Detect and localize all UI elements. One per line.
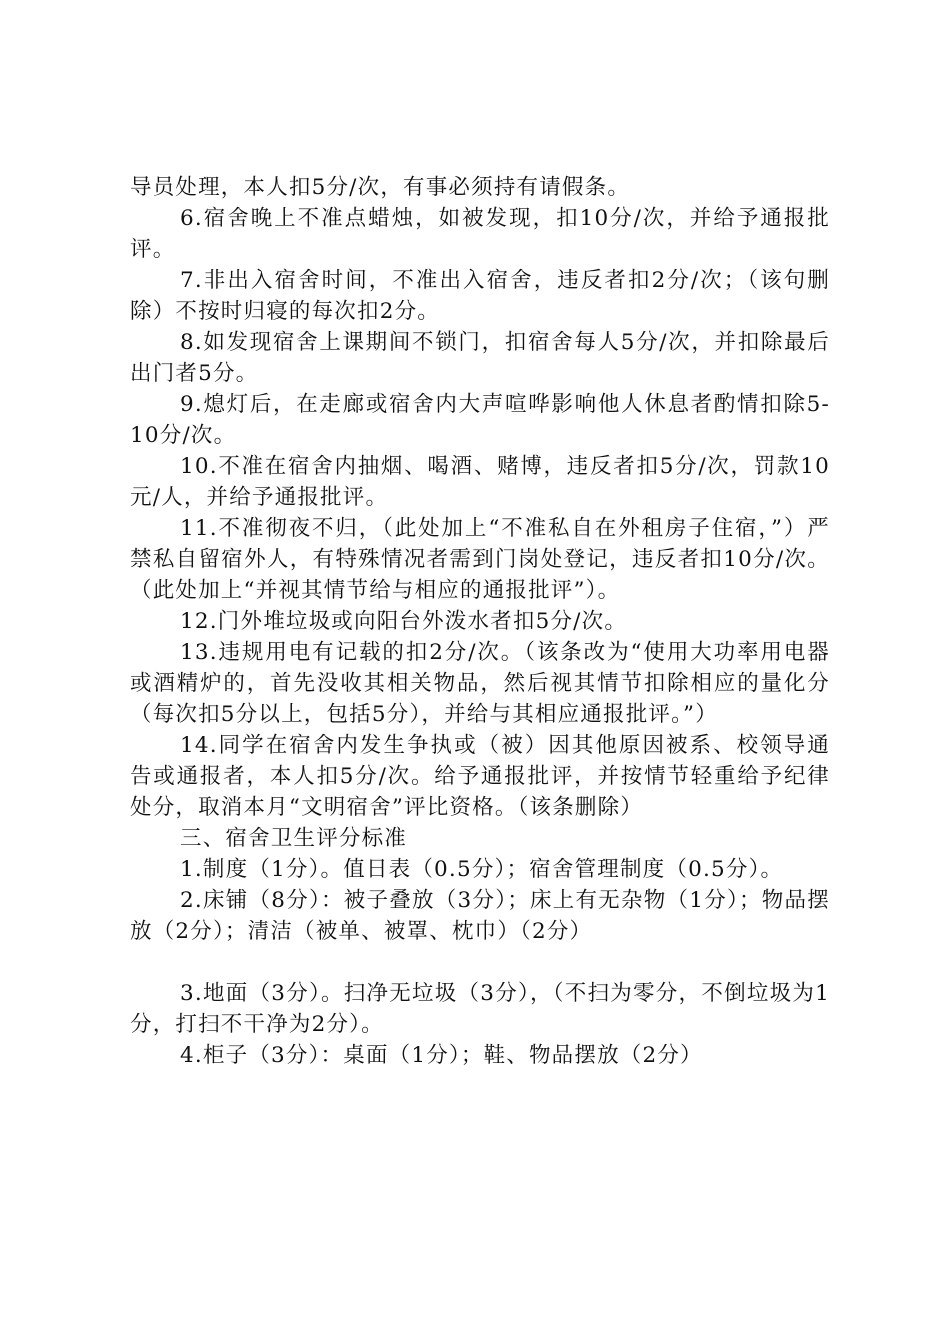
hygiene-item-4: 4.柜子（3分）：桌面（1分）；鞋、物品摆放（2分） — [180, 1043, 703, 1068]
document-body — [130, 172, 830, 1071]
hygiene-item-2: 2.床铺（8分）：被子叠放（3分）；床上有无杂物（1分）；物品摆放（2分）；清洁（被单、被罩、枕巾）（2分） — [130, 888, 830, 944]
paragraph-item-14: 14.同学在宿舍内发生争执或（被）因其他原因被系、校领导通告或通报者，本人扣5分/次。给予通报批评，并按情节轻重给予纪律处分，取消本月“文明宿舍”评比资格。（该条删除） — [130, 733, 830, 820]
paragraph-item-13: 13.违规用电有记载的扣2分/次。（该条改为“使用大功率用电器或酒精炉的，首先没收其相关物品，然后视其情节扣除相应的量化分（每次扣5分以上，包括5分），并给与其相应通报批评。”） — [130, 640, 830, 727]
hygiene-item-1: 1.制度（1分）。值日表（0.5分）；宿舍管理制度（0.5分）。 — [180, 857, 784, 882]
paragraph-item-11: 11.不准彻夜不归，（此处加上“不准私自在外租房子住宿，”）严禁私自留宿外人，有特殊情况者需到门岗处登记，违反者扣10分/次。（此处加上“并视其情节给与相应的通报批评”）。 — [130, 516, 830, 603]
section-heading-hygiene-standards: 三、宿舍卫生评分标准 — [180, 826, 408, 851]
hygiene-item-3: 3.地面（3分）。扫净无垃圾（3分），（不扫为零分，不倒垃圾为1分，打扫不干净为2分）。 — [130, 981, 830, 1037]
paragraph-item-10: 10.不准在宿舍内抽烟、喝酒、赌博，违反者扣5分/次，罚款10元/人，并给予通报批评。 — [130, 454, 830, 510]
paragraph-item-12: 12.门外堆垃圾或向阳台外泼水者扣5分/次。 — [180, 609, 628, 634]
paragraph-item-6: 6.宿舍晚上不准点蜡烛，如被发现，扣10分/次，并给予通报批评。 — [130, 206, 830, 262]
paragraph-item-9: 9.熄灯后，在走廊或宿舍内大声喧哗影响他人休息者酌情扣除5-10分/次。 — [130, 392, 830, 448]
paragraph-item-5-continuation: 导员处理，本人扣5分/次，有事必须持有请假条。 — [130, 175, 631, 200]
paragraph-item-7: 7.非出入宿舍时间，不准出入宿舍，违反者扣2分/次；（该句删除）不按时归寝的每次扣2分。 — [130, 268, 830, 324]
paragraph-item-8: 8.如发现宿舍上课期间不锁门，扣宿舍每人5分/次，并扣除最后出门者5分。 — [130, 330, 830, 386]
